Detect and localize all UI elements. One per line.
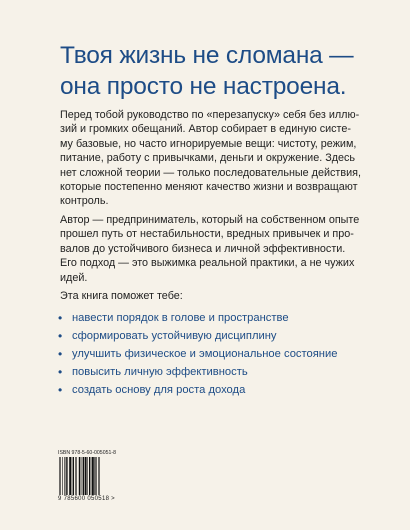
author-line: идей. <box>60 271 88 284</box>
intro-line: питание, работу с привычками, деньги и окружение. Здесь <box>60 152 356 165</box>
bullet-icon: • <box>58 329 63 343</box>
benefit-item <box>58 327 337 345</box>
intro-line: му базовые, но часто игнорируемые вещи: чистоту, режим, <box>60 137 357 150</box>
intro-paragraph <box>60 108 360 209</box>
headline <box>60 40 390 102</box>
intro-line: которые постепенно меняют качество жизни и возвращают <box>60 181 358 194</box>
bullet-icon: • <box>58 365 63 379</box>
isbn-label: ISBN 978-5-60-005051-8 <box>58 450 116 456</box>
intro-line: нет сложной теории — только последовательные действия, <box>60 166 361 179</box>
barcode-image <box>58 457 124 495</box>
author-line: Его подход — это выжимка реальной практики, а не чужих <box>60 257 355 270</box>
headline-line-2: она просто не настроена. <box>60 73 347 100</box>
intro-line: контроль. <box>60 195 109 208</box>
benefit-item <box>58 363 337 381</box>
benefit-text: сформировать устойчивую дисциплину <box>72 330 277 342</box>
benefit-text: создать основу для роста дохода <box>72 384 246 396</box>
headline-line-1: Твоя жизнь не сломана — <box>60 42 354 69</box>
intro-line: зий и громких обещаний. Автор собирает в единую систе- <box>60 123 351 136</box>
benefit-item <box>58 309 337 327</box>
benefits-intro <box>60 289 360 303</box>
benefit-text: улучшить физическое и эмоциональное состояние <box>72 348 338 360</box>
benefits-list <box>58 309 337 399</box>
barcode-digits: 9 785600 050518 > <box>58 496 115 502</box>
benefits-intro-text: Эта книга поможет тебе: <box>60 290 183 302</box>
benefit-text: повысить личную эффективность <box>72 366 248 378</box>
author-paragraph <box>60 213 360 285</box>
intro-line: Перед тобой руководство по «перезапуску» себя без иллю- <box>60 109 360 121</box>
author-line: Автор — предприниматель, который на собственном опыте <box>60 214 360 226</box>
benefit-text: навести порядок в голове и пространстве <box>72 312 289 324</box>
bullet-icon: • <box>58 347 63 361</box>
bullet-icon: • <box>58 311 63 325</box>
isbn-barcode <box>58 450 126 504</box>
author-line: валов до устойчивого бизнеса и личной эффективности. <box>60 242 346 255</box>
benefit-item <box>58 345 337 363</box>
author-line: прошел путь от нестабильности, вредных привычек и про- <box>60 228 354 241</box>
benefit-item <box>58 381 337 399</box>
bullet-icon: • <box>58 383 63 397</box>
